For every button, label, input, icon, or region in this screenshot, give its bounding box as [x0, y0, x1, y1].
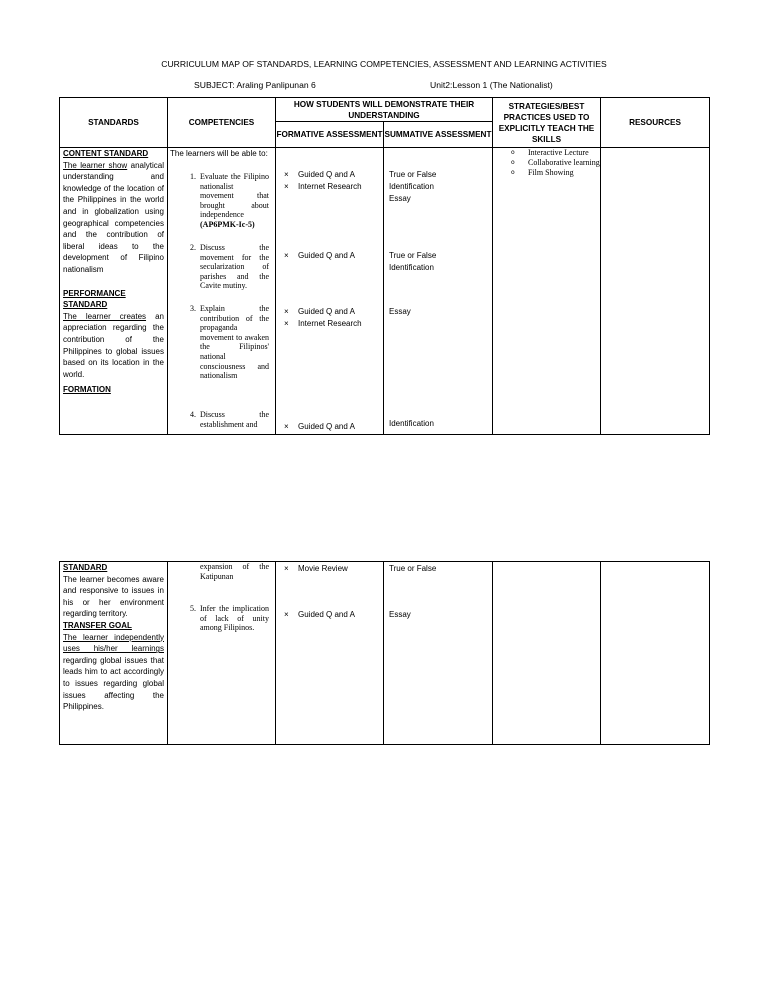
formative-group: × Guided Q and A: [284, 610, 355, 619]
performance-standard-heading: PERFORMANCE STANDARD: [63, 288, 126, 310]
summative-group: Essay: [389, 307, 411, 316]
strategies-cell: [493, 562, 601, 745]
competency-item: 1. Evaluate the Filipino nationalist movement that brought about independence (AP6PMK-Ic-5): [190, 172, 269, 229]
summative-group: True or False Identification Essay: [389, 170, 437, 203]
strategy-item: o Film Showing: [511, 168, 574, 177]
competencies-cell: [168, 562, 276, 745]
competency-item: 4. Discuss the establishment and: [190, 410, 269, 429]
document-title: CURRICULUM MAP OF STANDARDS, LEARNING COMPETENCIES, ASSESSMENT AND LEARNING ACTIVITIES: [161, 59, 607, 69]
curriculum-table-page-2: [59, 561, 710, 745]
summative-cell: [384, 562, 493, 745]
summative-cell: [384, 148, 493, 435]
curriculum-table-page-1: [59, 97, 710, 435]
col-strategies-header: STRATEGIES/BEST PRACTICES USED TO EXPLICITLY TEACH THE SKILLS: [493, 98, 601, 148]
unit-label: Unit2:Lesson 1 (The Nationalist): [430, 80, 553, 90]
strategies-cell: [493, 148, 601, 435]
summative-group: Essay: [389, 610, 411, 619]
strategy-item: o Collaborative learning: [511, 158, 600, 167]
strategies-list: [511, 148, 608, 178]
summative-group: True or False Identification: [389, 251, 437, 272]
standard-heading: STANDARD: [63, 563, 108, 572]
summative-group: True or False: [389, 564, 437, 573]
competencies-cell: [168, 148, 276, 435]
formative-group: × Guided Q and A: [284, 251, 355, 260]
resources-cell: [601, 148, 710, 435]
summative-group: Identification: [389, 419, 434, 428]
content-standard-heading: CONTENT STANDARD: [63, 149, 149, 158]
standards-cell: [60, 562, 168, 745]
formative-group: × Guided Q and A × Internet Research: [284, 170, 362, 191]
col-standards-header: STANDARDS: [60, 98, 168, 148]
formative-group: × Guided Q and A: [284, 422, 355, 431]
formative-group: × Guided Q and A × Internet Research: [284, 307, 362, 328]
competency-item: expansion of the Katipunan: [200, 562, 269, 581]
col-competencies-header: COMPETENCIES: [168, 98, 276, 148]
formative-cell: [276, 148, 384, 435]
competency-item: 2. Discuss the movement for the secularization of parishes and the Cavite mutiny.: [190, 243, 269, 291]
transfer-goal-heading: TRANSFER GOAL: [63, 620, 132, 630]
standard-text: The learner becomes aware and responsive to issues in his or her environment regarding territory.: [63, 574, 164, 619]
resources-cell: [601, 562, 710, 745]
standards-cell: [60, 148, 168, 435]
col-formative-header: FORMATIVE ASSESSMENT: [276, 122, 384, 148]
performance-standard-text: The learner creates an appreciation regarding the contribution of the Philippines to global issues based on its location in the world.: [63, 311, 164, 379]
col-how-header: HOW STUDENTS WILL DEMONSTRATE THEIR UNDERSTANDING: [276, 98, 493, 122]
strategy-item: o Interactive Lecture: [511, 148, 589, 157]
formation-heading: FORMATION: [63, 385, 111, 395]
col-summative-header: SUMMATIVE ASSESSMENT: [384, 122, 493, 148]
competencies-intro: The learners will be able to:: [170, 149, 268, 158]
competency-item: 3. Explain the contribution of the propaganda movement to awaken the Filipinos' national consciousness and nationalism: [190, 304, 269, 381]
content-standard-text: The learner show analytical understanding and knowledge of the location of the Philippines in the world and in globalization using geographical competencies and the contribution of liberal ideas to the development of Filipino nationalism: [63, 160, 164, 274]
col-resources-header: RESOURCES: [601, 98, 710, 148]
competency-item: 5. Infer the implication of lack of unity among Filipinos.: [190, 604, 269, 633]
subject-label: SUBJECT: Araling Panlipunan 6: [194, 80, 316, 90]
formative-group: × Movie Review: [284, 564, 348, 573]
transfer-goal-text: The learner independently uses his/her learnings regarding global issues that leads him to act accordingly to issues regarding global issues affecting the Philippines.: [63, 632, 164, 712]
formative-cell: [276, 562, 384, 745]
